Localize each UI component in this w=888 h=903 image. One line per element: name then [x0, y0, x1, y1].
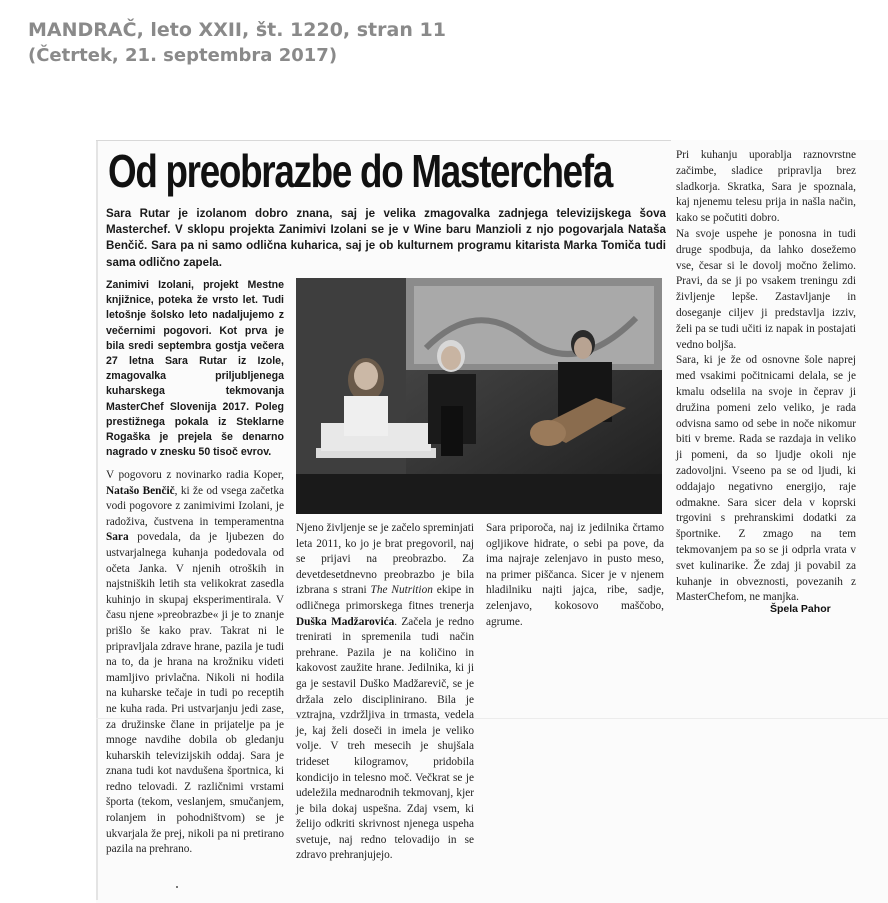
- header-date-line: (Četrtek, 21. septembra 2017): [28, 45, 338, 66]
- article-intro: Zanimivi Izolani, projekt Mestne knjižnice, poteka že vrsto let. Tudi letošnje šolsko leto nadaljujemo z večernimi pogovori. Kot prva je bila sredi septembra gostja večera 27 letna Sara Rutar iz Izole, zmagovalka priljubljenega kuharskega tekmovanja MasterChef Slovenija 2017. Poleg prestižnega pokala iz Steklarne Rogaška je prejela še denarno nagrado v znesku 50 tisoč evrov.: [106, 279, 284, 459]
- interviewer-name: Natašo Benčič: [106, 484, 175, 497]
- column-4-paragraph-1: Pri kuhanju uporablja raznovrstne začimbe, sladice pripravlja brez sladkorja. Skratka, Sara je spoznala, kaj njenemu telesu prija in našla način, kako se počutiti dobro.: [676, 149, 856, 225]
- header-publication-line: MANDRAČ, leto XXII, št. 1220, stran 11: [28, 19, 446, 41]
- column-3-paragraph: Sara priporoča, naj iz jedilnika črtamo ogljikove hidrate, o sebi pa pove, da ima najraje zelenjavo in pusto meso, na primer piščanca. Sicer je v njenem hladilniku najti jajca, ribe, sadje, zelenjavo, kokosovo maščobo, agrume.: [486, 522, 664, 628]
- article-photo: [296, 278, 662, 514]
- clipping-top-edge: [96, 140, 671, 141]
- text-run: ekipe in odličnega primorskega fitnes trenerja: [296, 584, 474, 612]
- text-run: Njeno življenje se je začelo spreminjati leta 2011, ko jo je brat pregovoril, naj se prijavi na preobrazbo. Za devetdesetdnevno preobrazbo je bila izbrana s strani: [296, 522, 474, 597]
- article-column-2: [296, 521, 474, 864]
- subject-name: Sara: [106, 531, 129, 544]
- text-run: , ki že od vsega začetka vodi pogovore z zanimivimi Izolani, je radoživa, čustvena in temperamentna: [106, 484, 284, 528]
- article-column-1: [106, 468, 284, 858]
- clipping-edge: [96, 140, 98, 900]
- article-title: Od preobrazbe do Masterchefa: [108, 145, 613, 197]
- trainer-name: Duška Madžarovića: [296, 615, 395, 628]
- scan-speck: [176, 886, 178, 888]
- article-column-4: [676, 148, 856, 606]
- photo-illustration: [296, 278, 662, 514]
- author-byline: Špela Pahor: [770, 603, 831, 615]
- column-1-paragraph: [106, 468, 284, 858]
- newspaper-header: [28, 18, 446, 68]
- column-2-paragraph: [296, 521, 474, 864]
- article-lead: Sara Rutar je izolanom dobro znana, saj je velika zmagovalka zadnjega televizijskega šova Masterchef. V sklopu projekta Zanimivi Izolani se je v Wine baru Manzioli z njo pogovarjala Nataša Benčič. Sara pa ni samo odlična kuharica, saj je ob kulturnem programu kitarista Marka Tomiča tudi sama odlično zapela.: [106, 207, 666, 269]
- column-4-paragraph-2: Na svoje uspehe je ponosna in tudi druge spodbuja, da lahko dosežemo vse, česar si le dovolj močno želimo. Pravi, da se ji po vsakem treningu zdi življenje lepše. Zastavljanje in doseganje ciljev ji predstavlja izziv, želi pa se tudi učiti iz napak in postajati vedno boljša.: [676, 227, 856, 351]
- text-run: V pogovoru z novinarko radia Koper,: [106, 469, 284, 481]
- team-name: The Nutrition: [370, 584, 433, 597]
- text-run: . Začela je redno trenirati in spremenila tudi način prehrane. Pazila je na količino in kakovost zaužite hrane. Jedilnika, ki ji ga je sestavil Duško Madžarevič, se je držala zelo disciplinirano. Bila je vztrajna, vzdržljiva in trmasta, vedela je, kaj želi doseči in imela je veliko volje. V treh mesecih je shujšala trideset kilogramov, pridobila kondicijo in telesno moč. Večkrat se je udeležila mednarodnih tekmovanj, kjer je bila dokaj uspešna. Zdaj vsem, ki želijo odkriti skrivnost njenega uspeha svetuje, naj redno telovadijo in se zdravo prehranjujejo.: [296, 615, 474, 862]
- article-column-3: [486, 521, 664, 630]
- text-run: povedala, da je ljubezen do ustvarjalnega kuhanja podedovala od očeta Janka. V njenih otroških in najstniških letih sta velikokrat zasedla kuhinjo in skupaj eksperimentirala. V času njene »preobrazbe« ji je to znanje prišlo še kako prav. Takrat ni le pripravljala zdrave hrane, pazila je tudi na to, da je hrana na krožniku videti mamljivo privlačna. Nikoli ni hodila na kuharske tečaje in tudi po receptih ne kuha rada. Pri ustvarjanju jedi zase, za družinske člane in prijatelje pa je mnoge navdihe dobila ob gledanju kuharskih televizijskih oddaj. Sara je znana tudi kot navdušena športnica, ki redno telovadi. Z različnimi vrstami športa (tekom, veslanjem, smučanjem, rolanjem in pohodništvom) se je ukvarjala že prej, nikoli pa ni pretirano pazila na prehrano.: [106, 531, 284, 856]
- column-4-paragraph-3: Sara, ki je že od osnovne šole naprej med vsakimi počitnicami delala, se je kmalu odselila na svoje in čeprav ji družina pomeni zelo veliko, je rada odvisna samo od sebe in noče nikomur biti v breme. Rada se razdaja in veliko ji pomeni, da so ljudje okoli nje zadovoljni. Vseeno pa se od ljudi, ki oddajajo negativno energijo, raje odmakne. Sara sicer dela v koprski trgovini s prehranskimi dodatki za športnike. Z zmago na tem tekmovanjem pa so se ji odprla vrata v svet kulinarike. Že zdaj ji povabil za kuhanje in obveznosti, povezanih z MasterChefom, ne manjka.: [676, 354, 856, 604]
